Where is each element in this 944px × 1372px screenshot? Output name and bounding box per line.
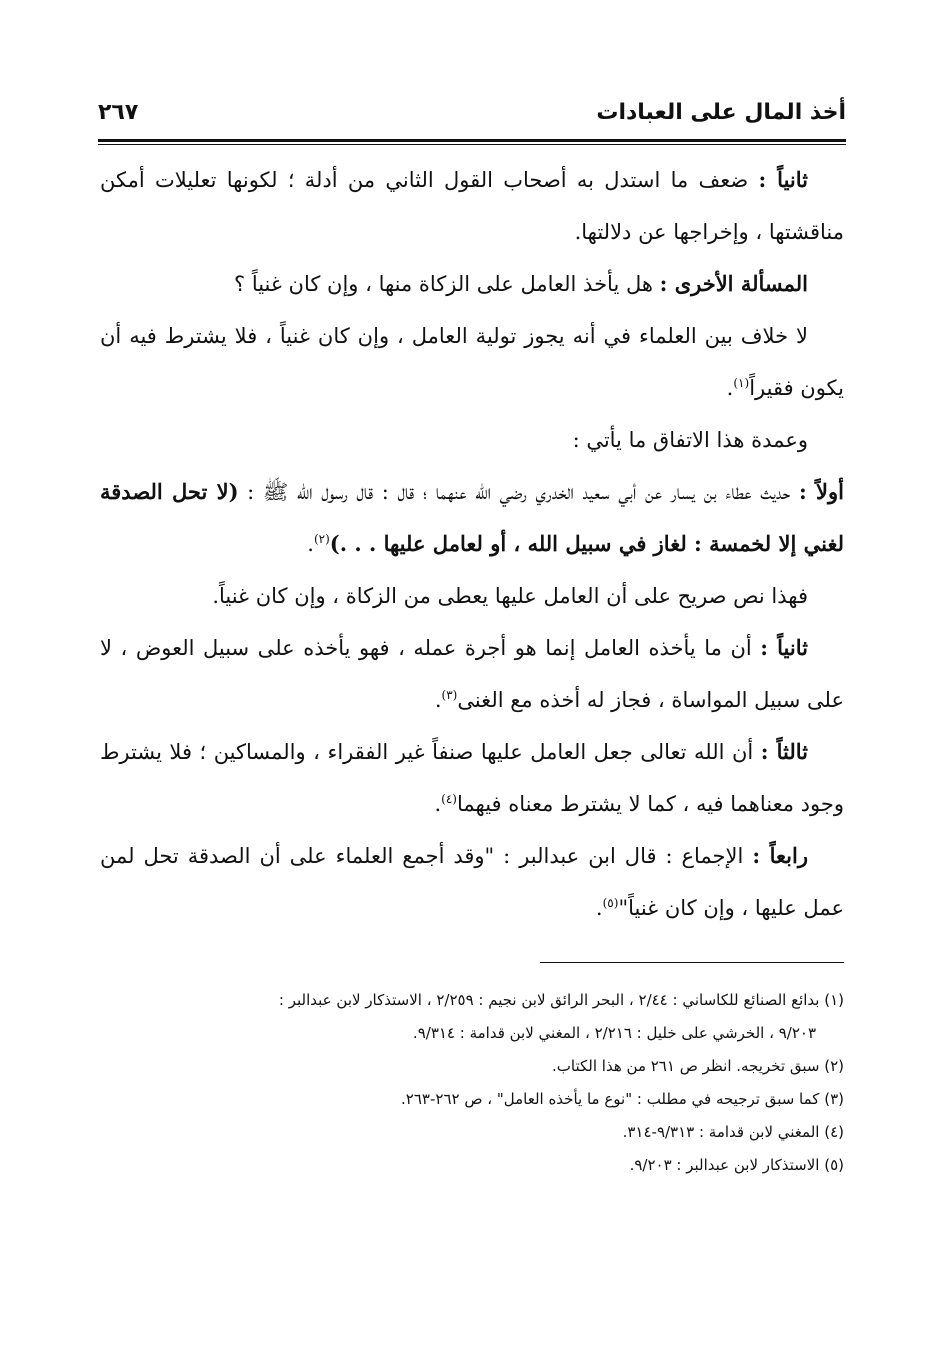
paragraph-8-lead: ثالثاً : [760, 739, 808, 764]
paragraph-8-text: أن الله تعالى جعل العامل عليها صنفاً غير الفقراء ، والمساكين ؛ فلا يشترط وجود معناهما فيه ، كما لا يشترط معناه فيهما [100, 740, 844, 816]
footnote-2 [100, 1050, 844, 1083]
paragraph-9-end: . [595, 896, 603, 920]
footnote-separator [540, 962, 844, 963]
paragraph-4-text: وعمدة هذا الاتفاق ما يأتي : [572, 428, 808, 452]
page-number: ٢٦٧ [98, 100, 139, 125]
footnote-3 [100, 1083, 844, 1116]
paragraph-9-lead: رابعاً : [752, 843, 809, 868]
paragraph-6-text: فهذا نص صريح على أن العامل عليها يعطى من الزكاة ، وإن كان غنياً. [212, 584, 808, 608]
footnote-1 [100, 984, 844, 1017]
footnote-4-text: (٤) المغني لابن قدامة : ٩/٣١٣-٣١٤. [622, 1123, 844, 1141]
paragraph-9-text: الإجماع : قال ابن عبدالبر : "وقد أجمع العلماء على أن الصدقة تحل لمن عمل عليها ، وإن كان غنياً" [100, 844, 844, 920]
paragraph-7-text: أن ما يأخذه العامل إنما هو أجرة عمله ، فهو يأخذه على سبيل العوض ، لا على سبيل المواساة ، فجاز له أخذه مع الغنى [100, 636, 844, 712]
paragraph-1-lead: ثانياً : [758, 167, 809, 192]
footnote-ref-1[interactable]: (١) [733, 376, 750, 390]
footnote-2-text: (٢) سبق تخريجه. انظر ص ٢٦١ من هذا الكتاب. [552, 1057, 844, 1075]
paragraph-7 [100, 622, 844, 726]
footnote-3-text: (٣) كما سبق ترجيحه في مطلب : "نوع ما يأخذه العامل" ، ص ٢٦٢-٢٦٣. [401, 1090, 844, 1108]
paragraph-7-end: . [434, 688, 442, 712]
paragraph-5-text: حديث عطاء بن يسار عن أبي سعيد الخدري رضي الله عنهما ؛ قال : قال رسول الله ﷺ : [238, 480, 800, 504]
paragraph-8 [100, 726, 844, 830]
paragraph-3-end: . [726, 376, 734, 400]
footnote-ref-5[interactable]: (٥) [602, 896, 619, 910]
paragraph-5-lead: أولاً : [799, 479, 845, 504]
paragraph-4 [100, 414, 844, 466]
footnotes [100, 984, 844, 1182]
footnote-5 [100, 1149, 844, 1182]
page-header [98, 96, 846, 136]
footnote-ref-2[interactable]: (٢) [313, 532, 330, 546]
header-rule-thin [98, 144, 846, 145]
paragraph-6 [100, 570, 844, 622]
paragraph-9 [100, 830, 844, 934]
main-text [100, 154, 844, 934]
paragraph-7-lead: ثانياً : [760, 635, 808, 660]
header-rule-thick [98, 139, 846, 142]
paragraph-5 [100, 466, 844, 570]
footnote-1-continuation [100, 1017, 844, 1050]
paragraph-3-text: لا خلاف بين العلماء في أنه يجوز تولية العامل ، وإن كان غنياً ، فلا يشترط فيه أن يكون فقيراً [100, 324, 844, 400]
footnote-ref-3[interactable]: (٣) [441, 688, 458, 702]
paragraph-2-lead: المسألة الأخرى : [659, 271, 808, 296]
footnote-1-line-1: (١) بدائع الصنائع للكاساني : ٢/٤٤ ، البحر الرائق لابن نجيم : ٢/٢٥٩ ، الاستذكار لابن عبدالبر : [278, 991, 844, 1009]
paragraph-5-end: . [307, 532, 314, 556]
footnote-ref-4[interactable]: (٤) [441, 792, 457, 806]
footnote-1-line-2: ٩/٢٠٣ ، الخرشي على خليل : ٢/٢١٦ ، المغني لابن قدامة : ٩/٣١٤. [412, 1024, 816, 1042]
footnote-4 [100, 1116, 844, 1149]
paragraph-1 [100, 154, 844, 258]
paragraph-1-text: ضعف ما استدل به أصحاب القول الثاني من أدلة ؛ لكونها تعليلات أمكن مناقشتها ، وإخراجها عن دلالتها. [100, 168, 844, 244]
paragraph-2 [100, 258, 844, 310]
hadith-quote: (لا تحل الصدقة لغني إلا لخمسة : لغاز في سبيل الله ، أو لعامل عليها . . .) [100, 479, 844, 556]
footnote-5-text: (٥) الاستذكار لابن عبدالبر : ٩/٢٠٣. [629, 1156, 844, 1174]
paragraph-8-end: . [434, 792, 442, 816]
paragraph-3 [100, 310, 844, 414]
paragraph-2-text: هل يأخذ العامل على الزكاة منها ، وإن كان غنياً ؟ [234, 272, 660, 296]
running-title: أخذ المال على العبادات [596, 100, 846, 125]
